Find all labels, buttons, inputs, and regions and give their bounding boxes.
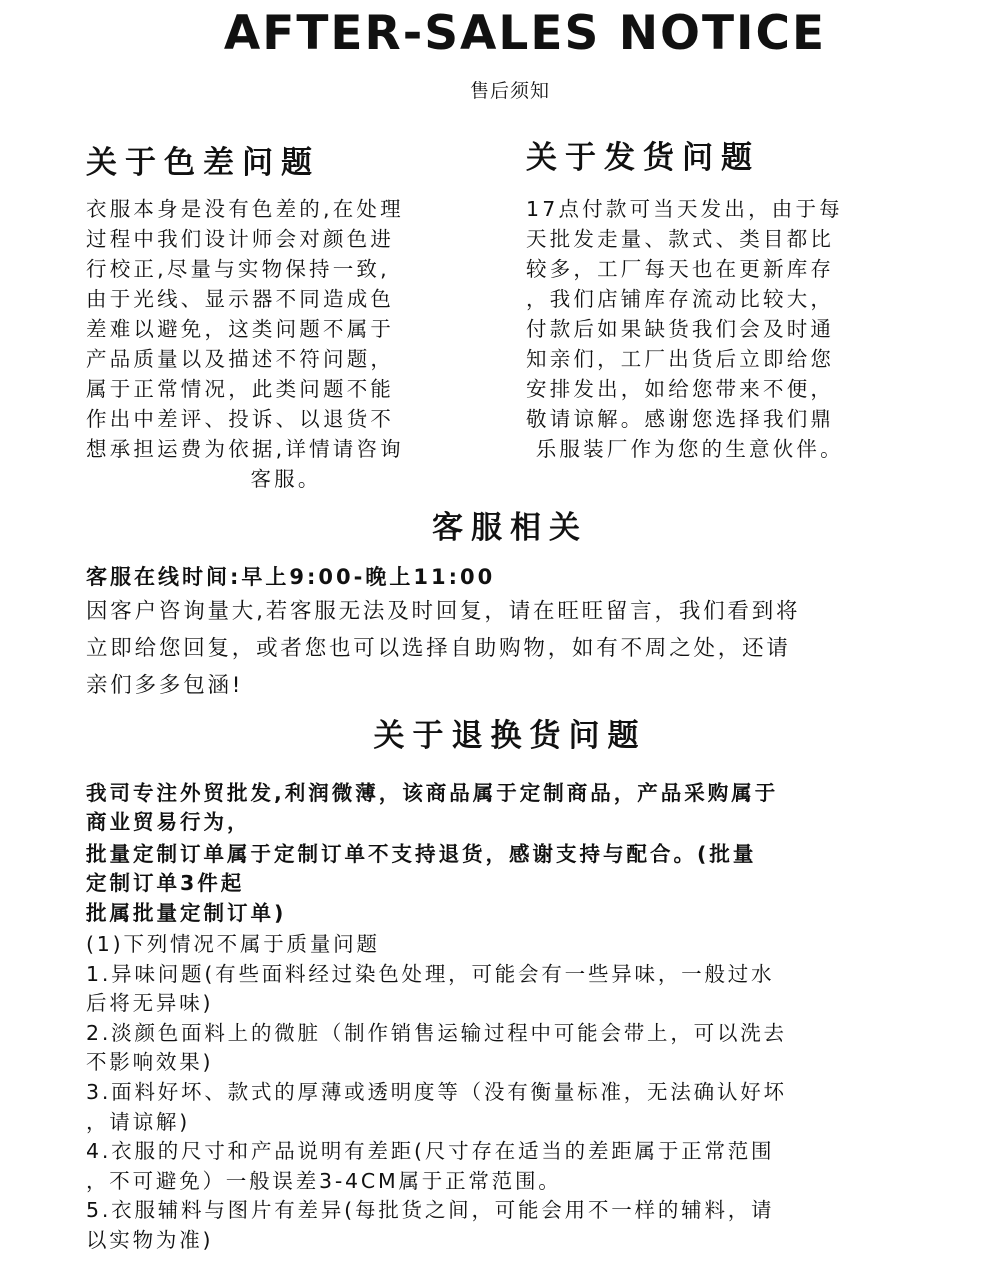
quality-exceptions-list: [86, 930, 946, 1256]
color-section-heading: 关于色差问题: [86, 145, 320, 181]
shipping-line: 天批发走量、款式、类目都比: [526, 227, 835, 251]
color-line: 属于正常情况，此类问题不能: [86, 377, 395, 401]
list-item: 后将无异味): [86, 991, 214, 1016]
returns-policy-line: 定制订单3件起: [86, 871, 245, 895]
color-line: 产品质量以及描述不符问题，: [86, 347, 395, 371]
service-line: 因客户咨询量大,若客服无法及时回复，请在旺旺留言，我们看到将: [86, 599, 801, 624]
color-line: 差难以避免，这类问题不属于: [86, 317, 395, 341]
shipping-line: 乐服装厂作为您的生意伙伴。: [526, 437, 844, 461]
color-line: 作出中差评、投诉、以退货不: [86, 407, 395, 431]
color-line: 想承担运费为依据,详情请咨询: [86, 437, 404, 461]
list-item: 1.异味问题(有些面料经过染色处理，可能会有一些异味，一般过水: [86, 961, 775, 986]
color-line: 行校正,尽量与实物保持一致,: [86, 257, 390, 281]
service-hours: 客服在线时间:早上9:00-晚上11:00: [86, 565, 496, 589]
color-line: 衣服本身是没有色差的,在处理: [86, 197, 404, 221]
shipping-line: 17点付款可当天发出，由于每: [526, 197, 843, 221]
color-line: 由于光线、显示器不同造成色: [86, 287, 395, 311]
returns-policy-line: 我司专注外贸批发,利润微薄，该商品属于定制商品，产品采购属于: [86, 781, 779, 805]
list-item: 5.衣服辅料与图片有差异(每批货之间，可能会用不一样的辅料，请: [86, 1198, 775, 1223]
page-subtitle: 售后须知: [469, 80, 550, 102]
list-item: 4.衣服的尺寸和产品说明有差距(尺寸存在适当的差距属于正常范围: [86, 1139, 775, 1164]
returns-section-heading: 关于退换货问题: [373, 718, 647, 754]
page-title: AFTER-SALES NOTICE: [223, 6, 827, 61]
shipping-line: ，我们店铺库存流动比较大，: [526, 287, 835, 311]
list-item: 以实物为准): [86, 1227, 214, 1252]
shipping-line: 付款后如果缺货我们会及时通: [526, 317, 835, 341]
shipping-section-body: [526, 194, 926, 464]
returns-policy-line: 批量定制订单属于定制订单不支持退货，感谢支持与配合。(批量: [86, 842, 757, 866]
service-line: 亲们多多包涵!: [86, 673, 244, 698]
shipping-line: 安排发出，如给您带来不便，: [526, 377, 835, 401]
returns-policy-line: 批属批量定制订单): [86, 901, 287, 925]
color-line: 客服。: [250, 467, 322, 491]
color-line: 过程中我们设计师会对颜色进: [86, 227, 395, 251]
service-section-heading: 客服相关: [432, 510, 588, 546]
color-section-body: [86, 194, 486, 494]
list-item: ，请谅解): [86, 1109, 190, 1134]
shipping-line: 较多，工厂每天也在更新库存: [526, 257, 835, 281]
shipping-line: 敬请谅解。感谢您选择我们鼎: [526, 407, 835, 431]
service-line: 立即给您回复，或者您也可以选择自助购物，如有不周之处，还请: [86, 636, 791, 661]
list-item: (1)下列情况不属于质量问题: [86, 932, 380, 956]
shipping-section-heading: 关于发货问题: [526, 140, 760, 176]
list-item: ，不可避免）一般误差3-4CM属于正常范围。: [86, 1168, 562, 1193]
list-item: 3.面料好坏、款式的厚薄或透明度等（没有衡量标准，无法确认好坏: [86, 1079, 787, 1104]
returns-policy-line: 商业贸易行为，: [86, 810, 251, 834]
list-item: 不影响效果): [86, 1050, 214, 1075]
shipping-line: 知亲们，工厂出货后立即给您: [526, 347, 835, 371]
list-item: 2.淡颜色面料上的微脏（制作销售运输过程中可能会带上，可以洗去: [86, 1020, 787, 1045]
